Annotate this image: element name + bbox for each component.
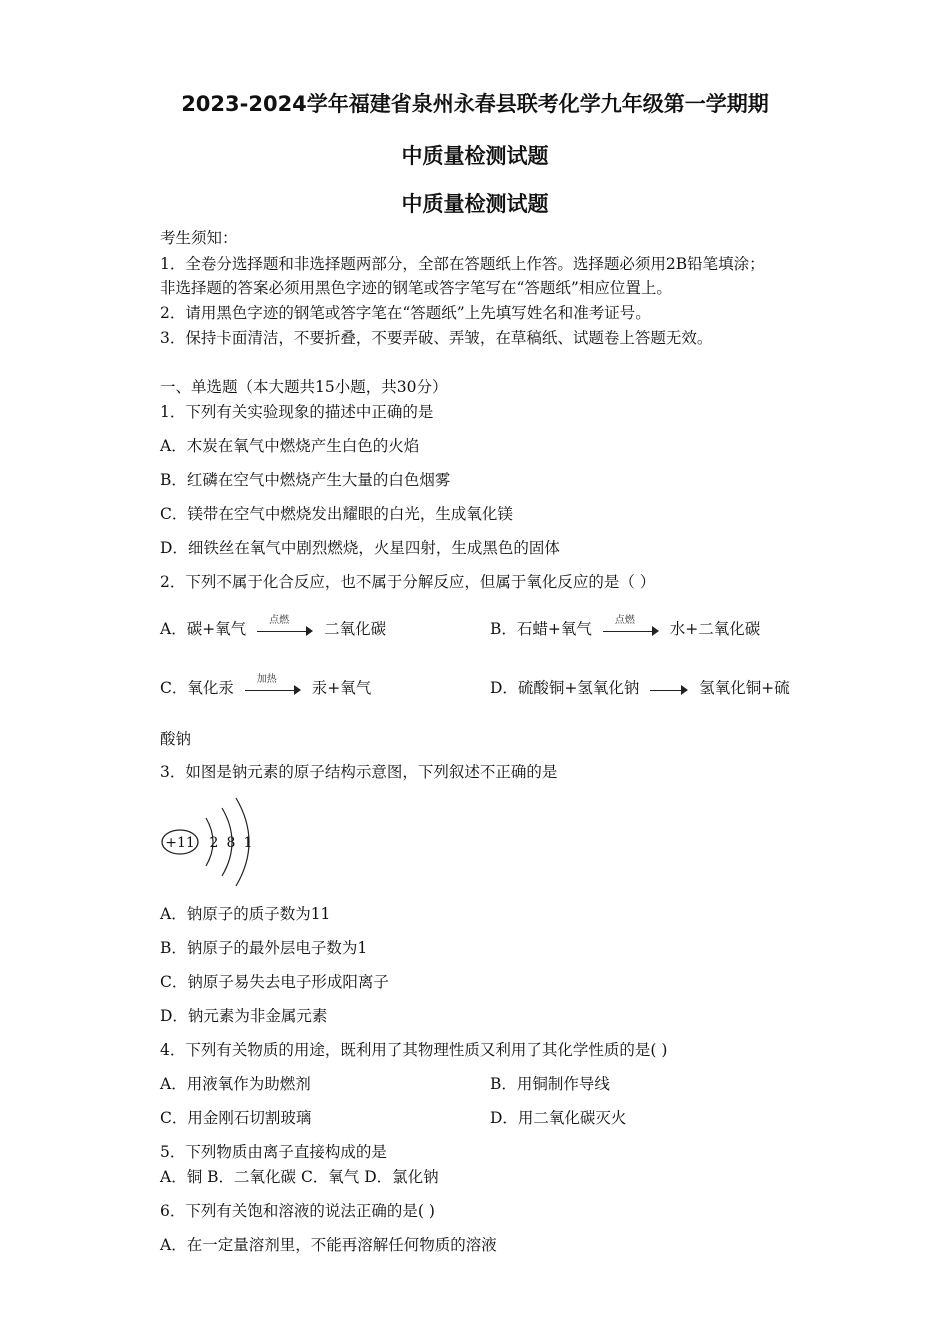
q3-option-a: A．钠原子的质子数为11 <box>160 905 331 923</box>
q2-option-d-continued: 酸钠 <box>160 730 192 748</box>
reaction-condition: 点燃 <box>269 615 290 626</box>
q2-c-products: 汞+氧气 <box>311 679 372 697</box>
q2-b-reactants: B．石蜡+氧气 <box>490 620 592 638</box>
q1-option-b: B．红磷在空气中燃烧产生大量的白色烟雾 <box>160 471 451 489</box>
q2-b-products: 水+二氧化碳 <box>669 620 761 638</box>
q4-stem: 4．下列有关物质的用途，既利用了其物理性质又利用了其化学性质的是( ) <box>160 1041 668 1059</box>
q3-option-c: C．钠原子易失去电子形成阳离子 <box>160 973 389 991</box>
q6-option-a: A．在一定量溶剂里，不能再溶解任何物质的溶液 <box>160 1236 497 1254</box>
q1-option-d: D．细铁丝在氧气中剧烈燃烧，火星四射，生成黑色的固体 <box>160 539 560 557</box>
q1-option-c: C．镁带在空气中燃烧发出耀眼的白光，生成氧化镁 <box>160 505 513 523</box>
reaction-arrow-icon <box>245 674 301 696</box>
notice-item: 2．请用黑色字迹的钢笔或答字笔在“答题纸”上先填写姓名和准考证号。 <box>160 304 651 322</box>
doc-title-line3: 中质量检测试题 <box>401 192 549 216</box>
q4-option-c: C．用金刚石切割玻璃 <box>160 1109 312 1127</box>
q5-options: A．铜 B．二氧化碳 C．氧气 D．氯化钠 <box>160 1168 439 1186</box>
q2-option-d <box>490 676 790 698</box>
reaction-arrow-icon <box>603 615 659 637</box>
q3-stem: 3．如图是钠元素的原子结构示意图，下列叙述不正确的是 <box>160 763 558 781</box>
nucleus-charge: +11 <box>165 835 195 851</box>
shell-electrons-3: 1 <box>243 835 253 851</box>
q2-option-c <box>160 676 371 698</box>
q4-option-a: A．用液氧作为助燃剂 <box>160 1075 311 1093</box>
q2-stem: 2．下列不属于化合反应，也不属于分解反应，但属于氧化反应的是（ ） <box>160 573 656 591</box>
q4-option-d: D．用二氧化碳灭火 <box>490 1109 627 1127</box>
q2-d-reactants: D．硫酸铜+氢氧化钠 <box>490 679 640 697</box>
reaction-arrow-icon <box>650 682 688 696</box>
section-title: 一、单选题（本大题共15小题，共30分） <box>160 378 448 396</box>
sodium-atom-structure-diagram <box>158 790 268 890</box>
q6-stem: 6．下列有关饱和溶液的说法正确的是( ) <box>160 1202 435 1220</box>
q2-option-a <box>160 617 386 639</box>
shell-electrons-2: 8 <box>226 835 236 851</box>
q2-d-products: 氢氧化铜+硫 <box>699 679 790 697</box>
notice-item: 1．全卷分选择题和非选择题两部分，全部在答题纸上作答。选择题必须用2B铅笔填涂； <box>160 255 765 273</box>
q2-c-reactants: C．氧化汞 <box>160 679 234 697</box>
q2-a-reactants: A．碳+氧气 <box>160 620 247 638</box>
reaction-arrow-icon <box>257 615 313 637</box>
q1-stem: 1．下列有关实验现象的描述中正确的是 <box>160 403 434 421</box>
shell-electrons-1: 2 <box>209 835 219 851</box>
reaction-condition: 点燃 <box>614 615 635 626</box>
doc-title-line2: 中质量检测试题 <box>401 144 549 168</box>
q5-stem: 5．下列物质由离子直接构成的是 <box>160 1143 387 1161</box>
reaction-condition: 加热 <box>256 674 277 685</box>
q1-option-a: A．木炭在氧气中燃烧产生白色的火焰 <box>160 437 420 455</box>
q2-a-products: 二氧化碳 <box>324 620 387 638</box>
q2-option-b <box>490 617 760 639</box>
q3-option-d: D．钠元素为非金属元素 <box>160 1007 328 1025</box>
notice-heading: 考生须知： <box>160 229 238 247</box>
notice-item: 非选择题的答案必须用黑色字迹的钢笔或答字笔写在“答题纸”相应位置上。 <box>160 279 672 297</box>
q3-option-b: B．钠原子的最外层电子数为1 <box>160 939 368 957</box>
notice-item: 3．保持卡面清洁，不要折叠，不要弄破、弄皱，在草稿纸、试题卷上答题无效。 <box>160 329 713 347</box>
doc-title-line1: 2023-2024学年福建省泉州永春县联考化学九年级第一学期期 <box>181 92 769 116</box>
q4-option-b: B．用铜制作导线 <box>490 1075 610 1093</box>
